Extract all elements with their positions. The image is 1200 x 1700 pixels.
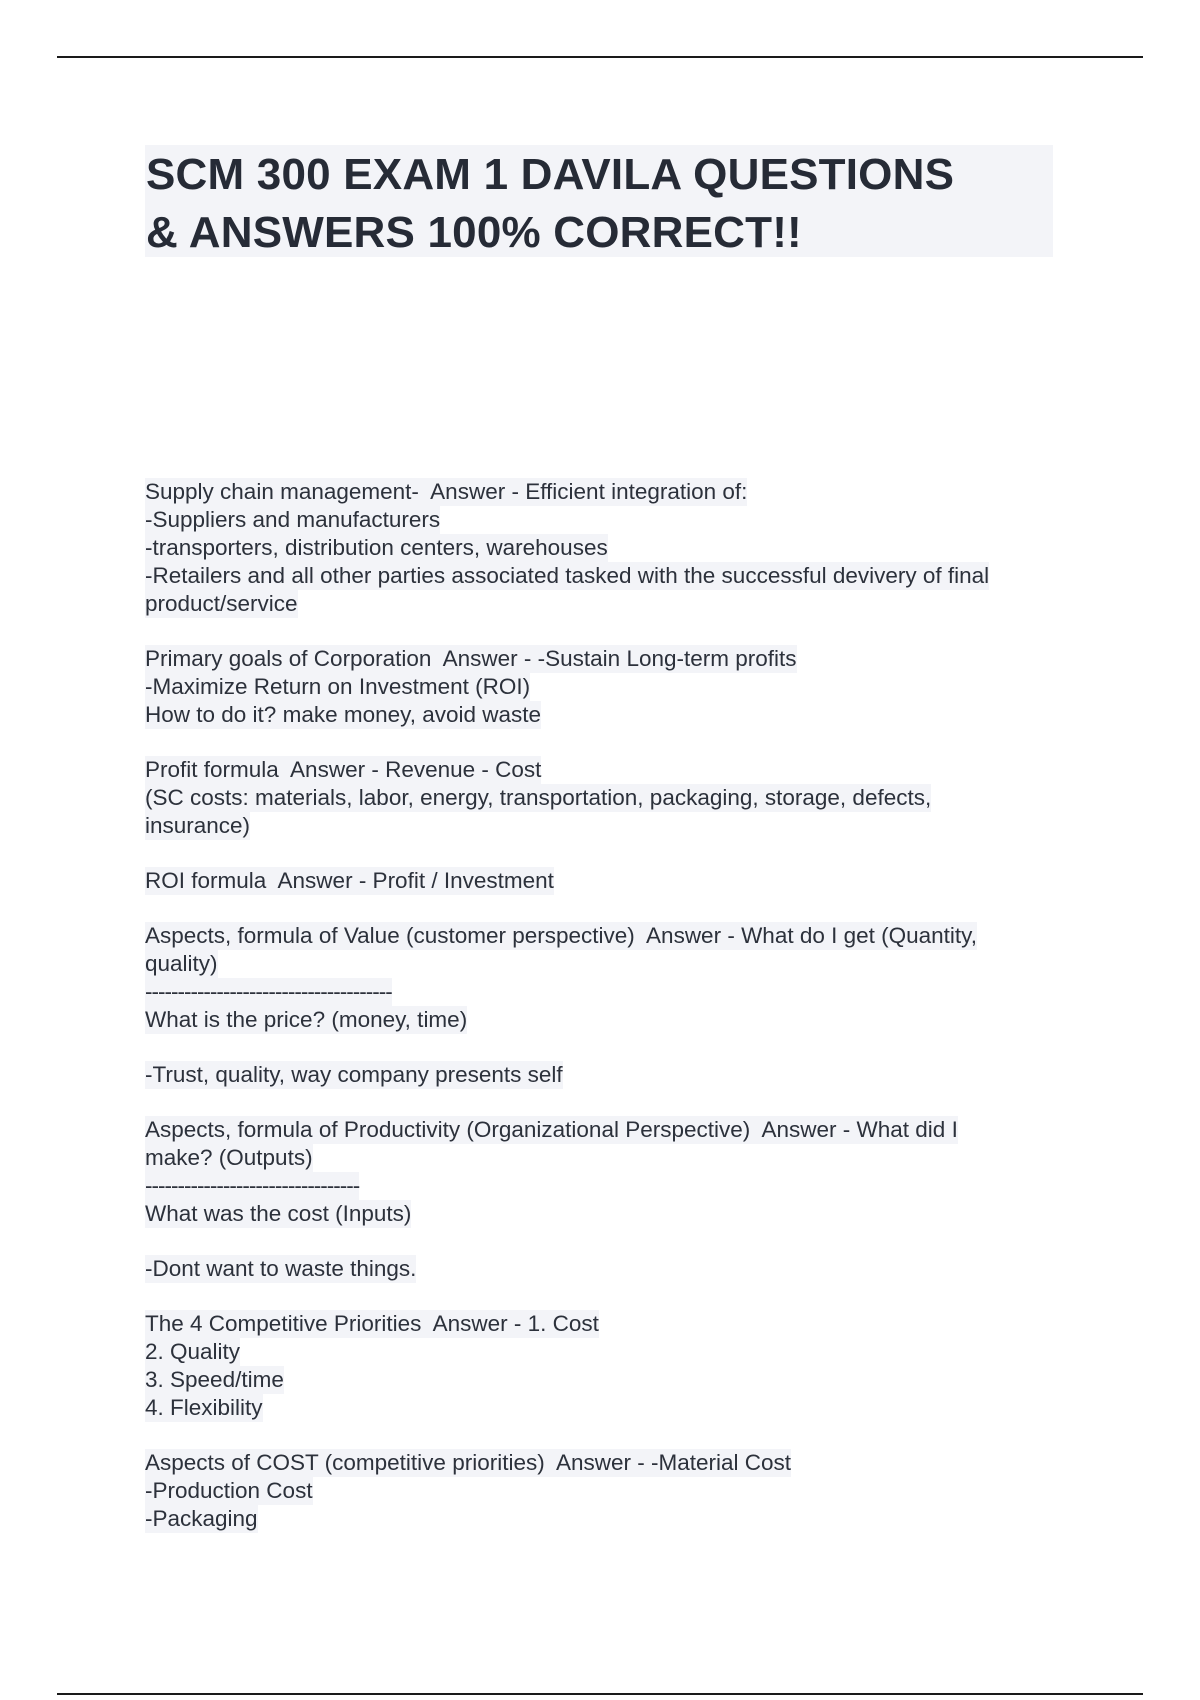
qa-line: Aspects, formula of Value (customer perspective) Answer - What do I get (Quantity, — [145, 923, 978, 948]
qa-line: Aspects, formula of Productivity (Organizational Perspective) Answer - What did I — [145, 1117, 958, 1142]
qa-line: -Dont want to waste things. — [145, 1256, 417, 1281]
qa-item-productivity — [145, 1116, 1065, 1283]
qa-line: -Maximize Return on Investment (ROI) — [145, 674, 531, 699]
fraction-divider: --------------------------------- — [145, 1173, 360, 1198]
top-rule — [57, 56, 1143, 58]
qa-line: Supply chain management- Answer - Efficient integration of: — [145, 479, 748, 504]
qa-line: quality) — [145, 951, 218, 976]
qa-line: -Production Cost — [145, 1478, 313, 1503]
qa-item-supply-chain — [145, 478, 1065, 618]
qa-line: How to do it? make money, avoid waste — [145, 702, 542, 727]
qa-line: 2. Quality — [145, 1339, 241, 1364]
qa-item-profit-formula — [145, 756, 1065, 840]
qa-item-primary-goals — [145, 645, 1065, 729]
qa-line: -transporters, distribution centers, warehouses — [145, 535, 608, 560]
qa-line: Profit formula Answer - Revenue - Cost — [145, 757, 542, 782]
qa-line: insurance) — [145, 813, 251, 838]
qa-list — [145, 478, 1065, 1560]
qa-item-competitive-priorities — [145, 1310, 1065, 1422]
fraction-divider: -------------------------------------- — [145, 979, 392, 1004]
title-line-2: & ANSWERS 100% CORRECT!! — [146, 208, 802, 257]
qa-item-aspects-of-cost — [145, 1449, 1065, 1533]
qa-line: 3. Speed/time — [145, 1367, 284, 1392]
qa-item-roi-formula — [145, 867, 1065, 895]
qa-line: What is the price? (money, time) — [145, 1007, 468, 1032]
qa-line: product/service — [145, 591, 298, 616]
qa-line: -Trust, quality, way company presents self — [145, 1062, 563, 1087]
qa-line: -Suppliers and manufacturers — [145, 507, 441, 532]
qa-line: Aspects of COST (competitive priorities) Answer - -Material Cost — [145, 1450, 792, 1475]
qa-line: Primary goals of Corporation Answer - -Sustain Long-term profits — [145, 646, 797, 671]
bottom-rule — [57, 1693, 1143, 1695]
qa-line: -Retailers and all other parties associated tasked with the successful devivery of final — [145, 563, 990, 588]
qa-line: ROI formula Answer - Profit / Investment — [145, 868, 554, 893]
qa-line: What was the cost (Inputs) — [145, 1201, 412, 1226]
qa-line: 4. Flexibility — [145, 1395, 263, 1420]
qa-line: make? (Outputs) — [145, 1145, 313, 1170]
qa-line: The 4 Competitive Priorities Answer - 1. Cost — [145, 1311, 599, 1336]
qa-line: (SC costs: materials, labor, energy, transportation, packaging, storage, defects, — [145, 785, 932, 810]
qa-line: -Packaging — [145, 1506, 258, 1531]
document-title — [146, 146, 1046, 262]
qa-item-value — [145, 922, 1065, 1089]
title-line-1: SCM 300 EXAM 1 DAVILA QUESTIONS — [146, 150, 955, 199]
